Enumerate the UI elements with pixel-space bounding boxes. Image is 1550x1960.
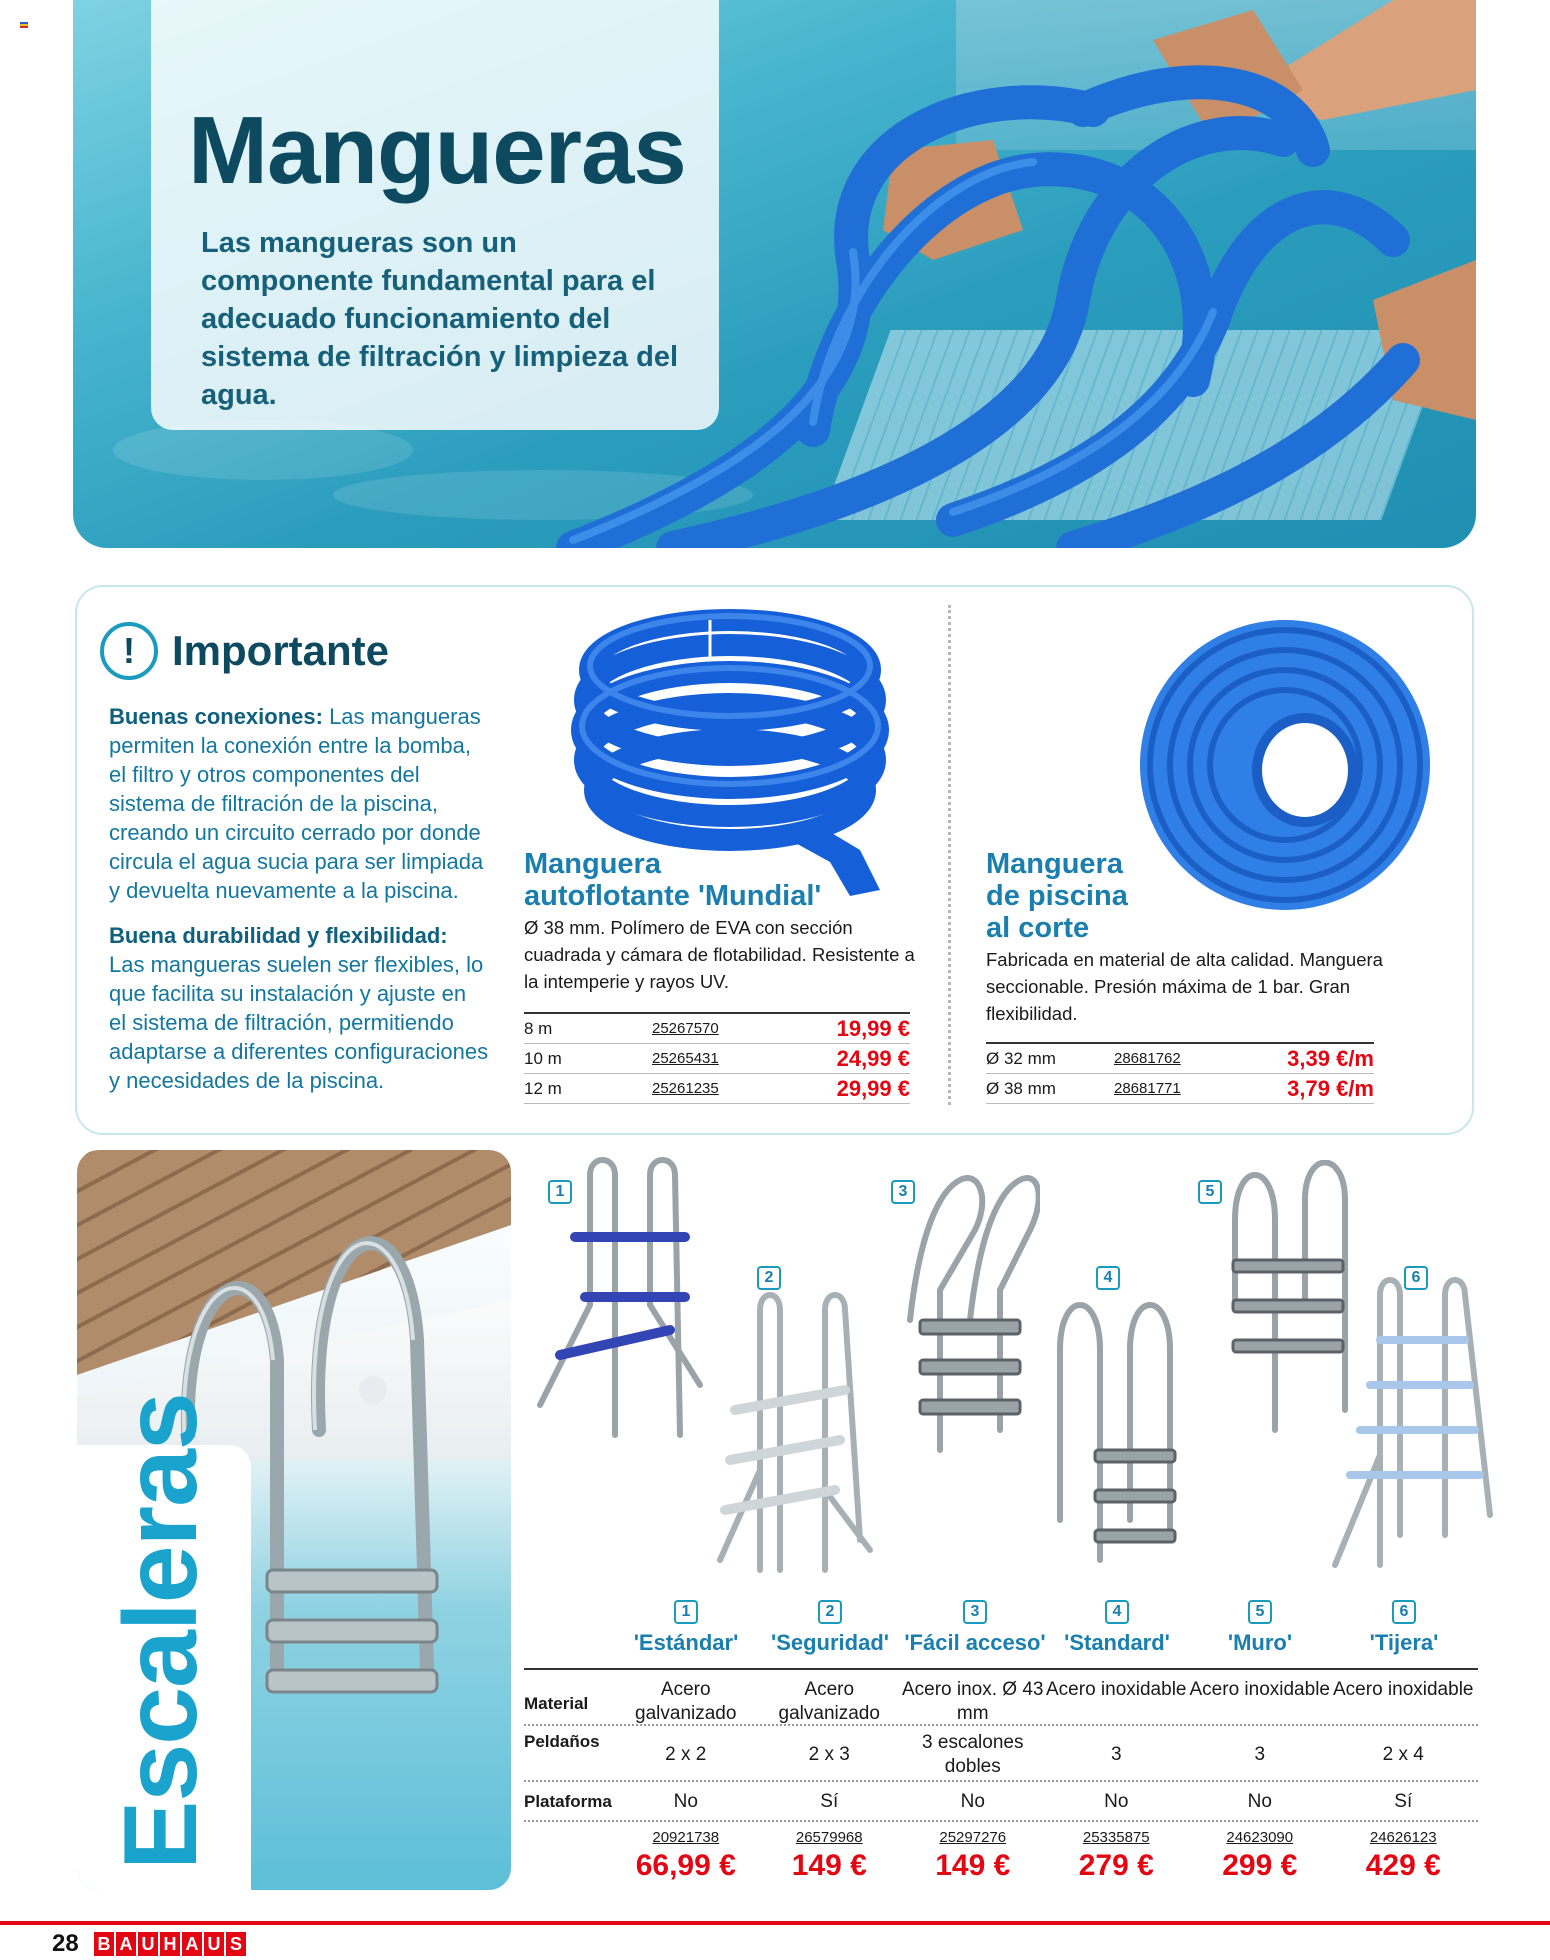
material-cell: Acero inox. Ø 43 mm bbox=[901, 1679, 1044, 1724]
price-cell: 19,99 € bbox=[836, 1015, 910, 1041]
footer-divider bbox=[0, 1921, 1550, 1925]
product-corte-title-line1: Manguera bbox=[986, 848, 1123, 880]
row-label-empty bbox=[524, 1850, 614, 1900]
product-mundial-desc: Ø 38 mm. Polímero de EVA con sección cuadrada y cámara de flotabilidad. Resistente a la intemperie y rayos UV. bbox=[524, 917, 915, 992]
logo-letter: A bbox=[116, 1932, 136, 1956]
ladder-col-3 bbox=[903, 1600, 1047, 1656]
length-cell: 10 m bbox=[524, 1048, 562, 1068]
price-cell: 24,99 € bbox=[836, 1045, 910, 1071]
logo-letter: B bbox=[94, 1932, 114, 1956]
product-mundial-title bbox=[524, 848, 821, 912]
price-cell: 429 € bbox=[1365, 1849, 1441, 1882]
price-cell: 66,99 € bbox=[635, 1849, 736, 1882]
ref-link[interactable]: 26579968 bbox=[795, 1829, 863, 1846]
ref-link[interactable]: 25335875 bbox=[1082, 1829, 1150, 1846]
importante-paragraph-2 bbox=[109, 921, 489, 1095]
ref-link[interactable]: 20921738 bbox=[652, 1829, 720, 1846]
price-cell: 3,79 €/m bbox=[1287, 1075, 1374, 1101]
row-label-peldanos: Peldaños bbox=[524, 1732, 600, 1751]
plataforma-cell: Sí bbox=[1394, 1791, 1413, 1812]
peldanos-cell: 2 x 2 bbox=[665, 1744, 707, 1765]
ref-link[interactable]: 25265431 bbox=[652, 1050, 719, 1067]
price-cell: 149 € bbox=[791, 1849, 867, 1882]
ref-link[interactable]: 25297276 bbox=[939, 1829, 1007, 1846]
ladder-1-image[interactable] bbox=[530, 1155, 710, 1445]
plataforma-cell: No bbox=[1104, 1791, 1129, 1812]
ref-link[interactable]: 28681762 bbox=[1114, 1050, 1181, 1067]
row-label-material: Material bbox=[524, 1694, 589, 1713]
ladder-2-badge: 2 bbox=[757, 1266, 781, 1290]
peldanos-cell: 2 x 4 bbox=[1382, 1744, 1424, 1765]
table-row-price bbox=[524, 1850, 1478, 1900]
material-cell: Acero inoxidable bbox=[1333, 1679, 1474, 1700]
table-row[interactable] bbox=[524, 1014, 910, 1044]
logo-letter: H bbox=[160, 1932, 180, 1956]
diameter-cell: Ø 38 mm bbox=[986, 1078, 1056, 1098]
product-mundial-title-line2: autoflotante 'Mundial' bbox=[524, 880, 822, 912]
price-cell: 3,39 €/m bbox=[1287, 1045, 1374, 1071]
ladder-6-image[interactable] bbox=[1325, 1275, 1495, 1575]
importante-p2-text: Las mangueras suelen ser flexibles, lo que facilita su instalación y ajuste en el sistema de filtración, permitiendo adaptarse a diferentes configuraciones y necesidades de la piscina. bbox=[109, 952, 489, 1093]
plataforma-cell: No bbox=[1247, 1791, 1272, 1812]
ref-link[interactable]: 25261235 bbox=[652, 1080, 719, 1097]
material-cell: Acero inoxidable bbox=[1189, 1679, 1330, 1700]
page-number: 28 bbox=[52, 1930, 79, 1957]
product-corte-price-table bbox=[986, 1042, 1374, 1104]
ladder-col-5 bbox=[1190, 1600, 1330, 1656]
ladder-col-5-badge: 5 bbox=[1248, 1600, 1272, 1624]
ladder-col-6-badge: 6 bbox=[1392, 1600, 1416, 1624]
ref-link[interactable]: 24623090 bbox=[1226, 1829, 1294, 1846]
price-cell: 299 € bbox=[1222, 1849, 1298, 1882]
hero-intro-text: Las mangueras son un componente fundamental para el adecuado funcionamiento del sistema de filtración y limpieza del agua. bbox=[201, 227, 679, 411]
ladder-col-2 bbox=[760, 1600, 900, 1656]
plataforma-cell: No bbox=[673, 1791, 698, 1812]
importante-paragraph-1 bbox=[109, 702, 489, 905]
logo-letter: A bbox=[182, 1932, 202, 1956]
ladder-col-1-badge: 1 bbox=[674, 1600, 698, 1624]
ladder-spec-table bbox=[524, 1668, 1478, 1900]
peldanos-cell: 2 x 3 bbox=[808, 1744, 850, 1765]
material-cell: Acero galvanizado bbox=[635, 1679, 737, 1724]
table-row[interactable] bbox=[986, 1044, 1374, 1074]
ladder-5-badge: 5 bbox=[1198, 1180, 1222, 1204]
ladder-col-1 bbox=[616, 1600, 756, 1656]
product-corte-title-line2: de piscina bbox=[986, 880, 1128, 912]
product-corte-desc: Fabricada en material de alta calidad. Manguera seccionable. Presión máxima de 1 bar. Gran flexibilidad. bbox=[986, 949, 1383, 1024]
table-row[interactable] bbox=[524, 1074, 910, 1104]
bauhaus-logo[interactable] bbox=[94, 1932, 246, 1956]
ladder-col-3-badge: 3 bbox=[963, 1600, 987, 1624]
ladder-col-2-badge: 2 bbox=[818, 1600, 842, 1624]
ladder-3-image[interactable] bbox=[880, 1170, 1040, 1460]
peldanos-cell: 3 bbox=[1254, 1744, 1266, 1765]
table-row-peldanos bbox=[524, 1726, 1478, 1782]
plataforma-cell: Sí bbox=[820, 1791, 839, 1812]
ladder-col-6 bbox=[1334, 1600, 1474, 1656]
importante-p1-heading: Buenas conexiones: bbox=[109, 704, 323, 729]
ladder-1-badge: 1 bbox=[548, 1180, 572, 1204]
ref-link[interactable]: 24626123 bbox=[1369, 1829, 1437, 1846]
ladder-col-6-name: 'Tijera' bbox=[1369, 1630, 1439, 1655]
material-cell: Acero inoxidable bbox=[1046, 1679, 1187, 1700]
ref-link[interactable]: 25267570 bbox=[652, 1020, 719, 1037]
ladder-2-image[interactable] bbox=[700, 1290, 880, 1590]
diameter-cell: Ø 32 mm bbox=[986, 1048, 1056, 1068]
table-row-plataforma bbox=[524, 1782, 1478, 1822]
ladder-4-image[interactable] bbox=[1050, 1290, 1190, 1580]
logo-letter: S bbox=[226, 1932, 246, 1956]
exclamation-icon: ! bbox=[100, 622, 158, 680]
table-row-material bbox=[524, 1670, 1478, 1726]
ladder-6-badge: 6 bbox=[1404, 1266, 1428, 1290]
product-mundial-price-table bbox=[524, 1012, 910, 1104]
length-cell: 8 m bbox=[524, 1018, 553, 1038]
ladder-col-4-name: 'Standard' bbox=[1064, 1630, 1170, 1655]
table-row[interactable] bbox=[524, 1044, 910, 1074]
price-cell: 149 € bbox=[935, 1849, 1011, 1882]
row-label-empty bbox=[524, 1822, 614, 1850]
importante-title: Importante bbox=[172, 627, 390, 674]
length-cell: 12 m bbox=[524, 1078, 562, 1098]
logo-letter: U bbox=[138, 1932, 158, 1956]
product-corte-title-line3: al corte bbox=[986, 912, 1090, 944]
ladder-3-badge: 3 bbox=[891, 1180, 915, 1204]
ref-link[interactable]: 28681771 bbox=[1114, 1080, 1181, 1097]
ladder-col-4-badge: 4 bbox=[1105, 1600, 1129, 1624]
language-flag-icon[interactable] bbox=[20, 22, 28, 28]
peldanos-cell: 3 escalones dobles bbox=[922, 1732, 1024, 1777]
ladder-col-1-name: 'Estándar' bbox=[633, 1630, 739, 1655]
ladder-col-3-name: 'Fácil acceso' bbox=[904, 1630, 1046, 1655]
price-cell: 29,99 € bbox=[836, 1075, 910, 1101]
ladder-4-badge: 4 bbox=[1096, 1266, 1120, 1290]
hose-roll-corte-image bbox=[1110, 605, 1460, 935]
price-cell: 279 € bbox=[1078, 1849, 1154, 1882]
table-row[interactable] bbox=[986, 1074, 1374, 1104]
section-title-escaleras: Escaleras bbox=[103, 1393, 219, 1870]
column-divider bbox=[948, 605, 951, 1105]
plataforma-cell: No bbox=[960, 1791, 985, 1812]
product-corte-title bbox=[986, 848, 1128, 944]
logo-letter: U bbox=[204, 1932, 224, 1956]
importante-heading bbox=[100, 622, 389, 680]
importante-p1-text: Las mangueras permiten la conexión entre la bomba, el filtro y otros componentes del sistema de filtración de la piscina, creando un circuito cerrado por donde circula el agua sucia para ser limpiada y devuelta nuevamente a la piscina. bbox=[109, 704, 484, 903]
row-label-plataforma: Plataforma bbox=[524, 1792, 612, 1811]
page-title: Mangueras bbox=[188, 97, 686, 204]
product-mundial-title-line1: Manguera bbox=[524, 848, 661, 880]
ladder-col-2-name: 'Seguridad' bbox=[770, 1630, 890, 1655]
table-row-ref bbox=[524, 1822, 1478, 1850]
material-cell: Acero galvanizado bbox=[778, 1679, 880, 1724]
peldanos-cell: 3 bbox=[1110, 1744, 1122, 1765]
importante-p2-heading: Buena durabilidad y flexibilidad: bbox=[109, 923, 448, 948]
ladder-col-5-name: 'Muro' bbox=[1227, 1630, 1293, 1655]
ladder-col-4 bbox=[1047, 1600, 1187, 1656]
